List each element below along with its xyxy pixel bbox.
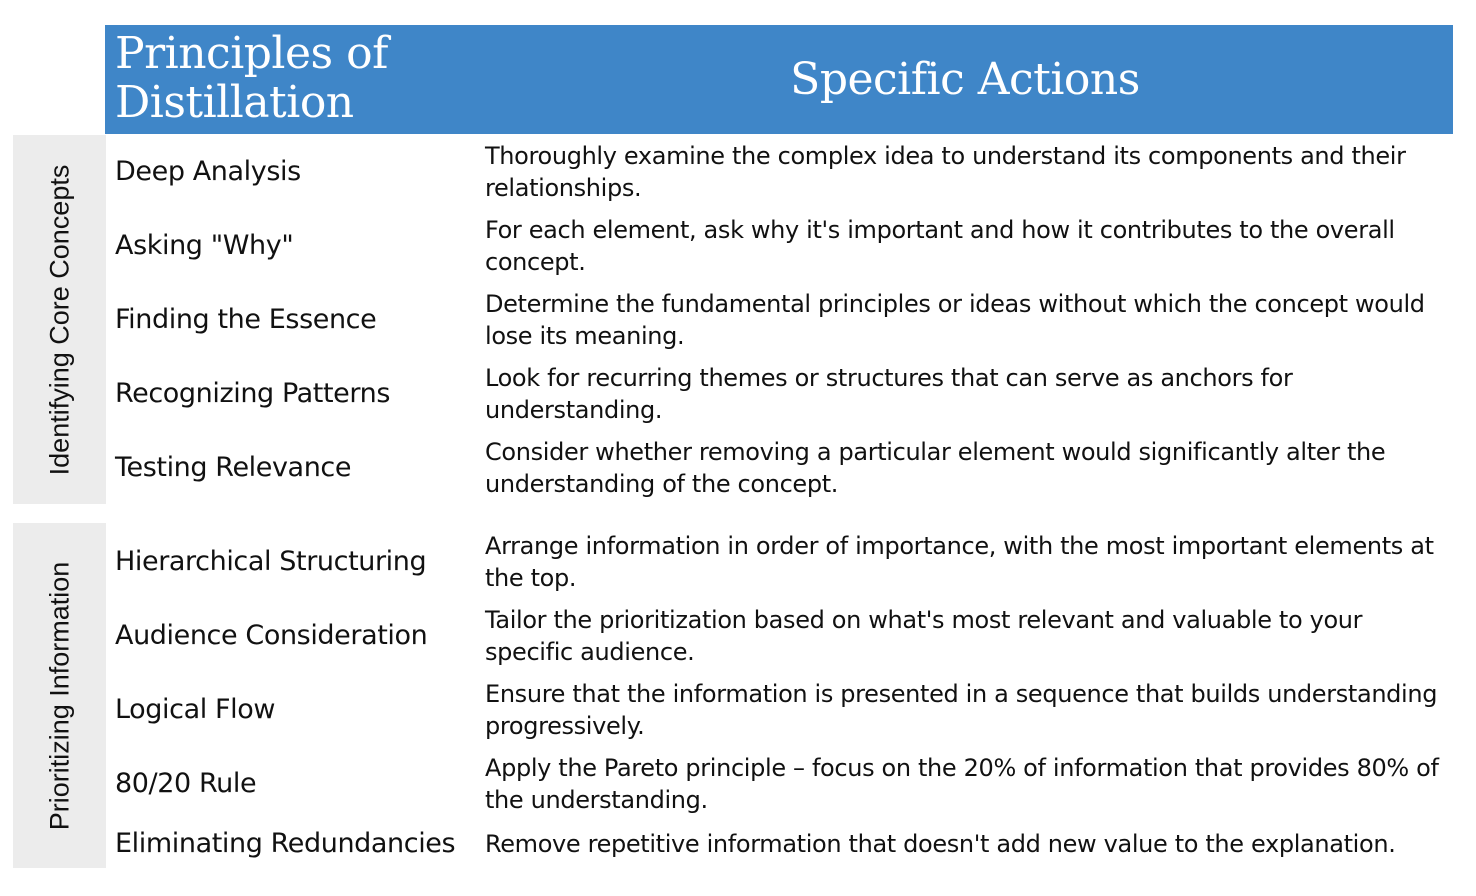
action-text: Remove repetitive information that doesn't add new value to the explanation. — [485, 830, 1396, 858]
action-text: Consider whether removing a particular element would significantly alter the understanding of the concept. — [485, 438, 1386, 498]
principle-label: 80/20 Rule — [115, 768, 257, 799]
table-header — [105, 25, 1453, 134]
principle-label: Eliminating Redundancies — [115, 828, 456, 859]
action-text: For each element, ask why it's important and how it contributes to the overall concept. — [485, 216, 1395, 276]
actions-column-header: Specific Actions — [790, 54, 1140, 105]
action-text: Ensure that the information is presented in a sequence that builds understanding progressively. — [485, 680, 1438, 740]
principle-label: Recognizing Patterns — [115, 378, 390, 409]
principles-column-header: Principles of Distillation — [115, 28, 388, 128]
principle-label: Finding the Essence — [115, 304, 377, 335]
group-label-prioritizing: Prioritizing Information — [44, 561, 74, 830]
action-text: Arrange information in order of importance, with the most important elements at the top. — [485, 532, 1434, 592]
action-text: Apply the Pareto principle – focus on the 20% of information that provides 80% of the understanding. — [485, 754, 1439, 814]
principle-label: Deep Analysis — [115, 156, 301, 187]
group-band-prioritizing — [13, 523, 106, 868]
principle-label: Asking "Why" — [115, 230, 294, 261]
principle-label: Audience Consideration — [115, 620, 428, 651]
group-label-core-concepts: Identifying Core Concepts — [44, 164, 74, 475]
principle-label: Hierarchical Structuring — [115, 546, 427, 577]
action-text: Tailor the prioritization based on what's most relevant and valuable to your specific audience. — [485, 606, 1363, 666]
group-band-core-concepts — [13, 135, 106, 504]
principle-label: Logical Flow — [115, 694, 276, 725]
action-text: Thoroughly examine the complex idea to understand its components and their relationships. — [485, 142, 1406, 202]
principle-label: Testing Relevance — [115, 452, 352, 483]
action-text: Determine the fundamental principles or ideas without which the concept would lose its meaning. — [485, 290, 1425, 350]
action-text: Look for recurring themes or structures that can serve as anchors for understanding. — [485, 364, 1293, 424]
